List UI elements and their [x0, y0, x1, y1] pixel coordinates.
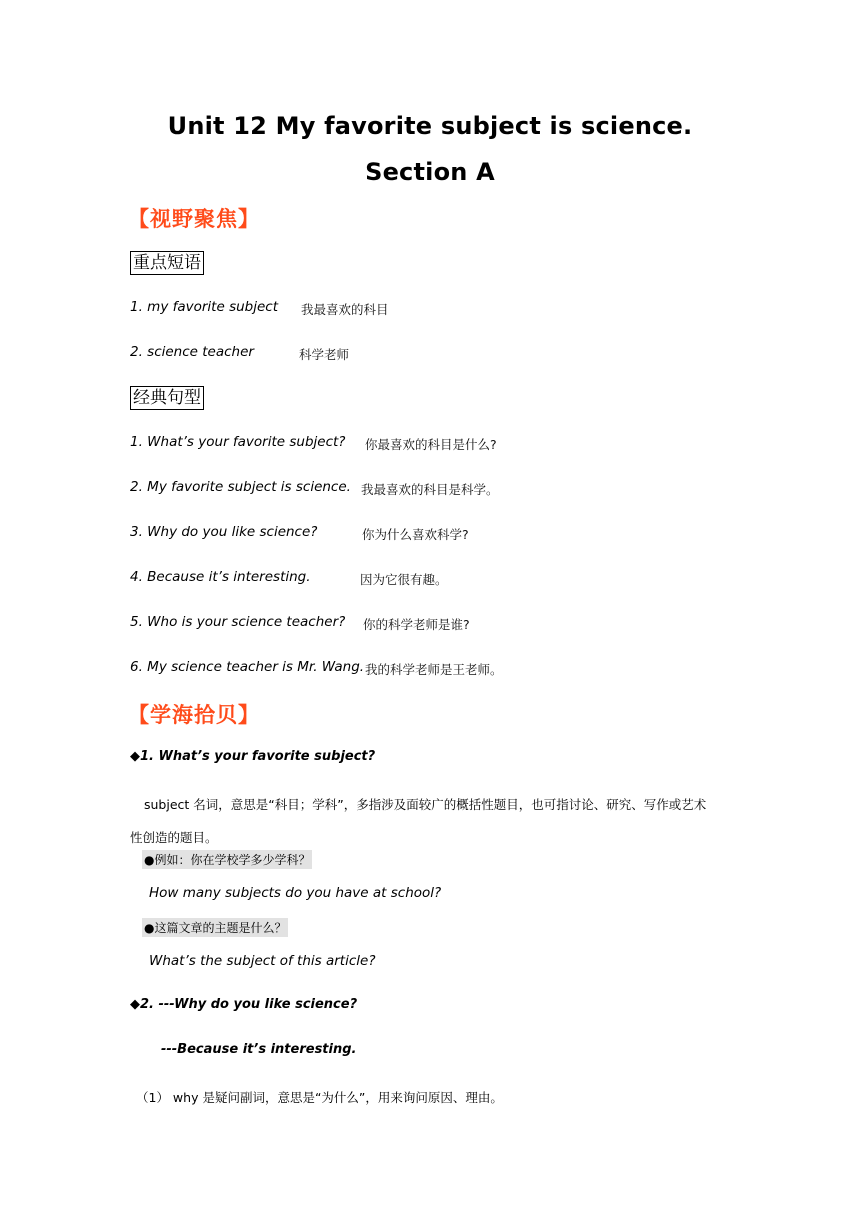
sentence-cn: 我的科学老师是王老师。 — [365, 662, 503, 677]
point2-question: ◆2. ---Why do you like science? — [130, 997, 358, 1012]
phrase-cn: 我最喜欢的科目 — [301, 302, 389, 317]
sentence-en: 2. My favorite subject is science. — [130, 479, 351, 495]
example2-en: What’s the subject of this article? — [149, 953, 376, 969]
example1-en: How many subjects do you have at school? — [149, 885, 442, 901]
example2-cn: ●这篇文章的主题是什么？ — [142, 918, 288, 937]
page-title: Unit 12 My favorite subject is science. — [167, 112, 693, 140]
sentence-cn: 你最喜欢的科目是什么? — [365, 437, 497, 452]
phrase-en: 2. science teacher — [130, 344, 254, 360]
example1-cn: ●例如：你在学校学多少学科？ — [142, 850, 312, 869]
sentence-en: 6. My science teacher is Mr. Wang. — [130, 659, 365, 675]
sentences-heading: 经典句型 — [130, 386, 204, 410]
section-heading-focus: 【视野聚焦】 — [128, 207, 260, 231]
phrase-cn: 科学老师 — [299, 347, 350, 362]
point1-question: ◆1. What’s your favorite subject? — [130, 749, 376, 764]
sentence-en: 3. Why do you like science? — [130, 524, 318, 540]
sentence-cn: 因为它很有趣。 — [360, 572, 448, 587]
sentence-cn: 我最喜欢的科目是科学。 — [361, 482, 499, 497]
sentence-cn: 你的科学老师是谁? — [363, 617, 470, 632]
sentence-en: 4. Because it’s interesting. — [130, 569, 311, 585]
phrases-heading: 重点短语 — [130, 251, 204, 275]
sentence-cn: 你为什么喜欢科学? — [362, 527, 469, 542]
sentence-en: 5. Who is your science teacher? — [130, 614, 346, 630]
point1-explain-line2: 性创造的题目。 — [130, 830, 218, 845]
page-subtitle: Section A — [365, 158, 495, 186]
sentence-en: 1. What’s your favorite subject? — [130, 434, 346, 450]
section-heading-learning: 【学海拾贝】 — [128, 703, 260, 727]
point2-note1: （1） why 是疑问副词，意思是“为什么”，用来询问原因、理由。 — [136, 1090, 503, 1105]
phrase-en: 1. my favorite subject — [130, 299, 278, 315]
point2-answer: ---Because it’s interesting. — [161, 1042, 357, 1057]
point1-explain-line1: subject 名词，意思是“科目；学科”，多指涉及面较广的概括性题目，也可指讨论、研究、写作或艺术 — [144, 797, 707, 812]
